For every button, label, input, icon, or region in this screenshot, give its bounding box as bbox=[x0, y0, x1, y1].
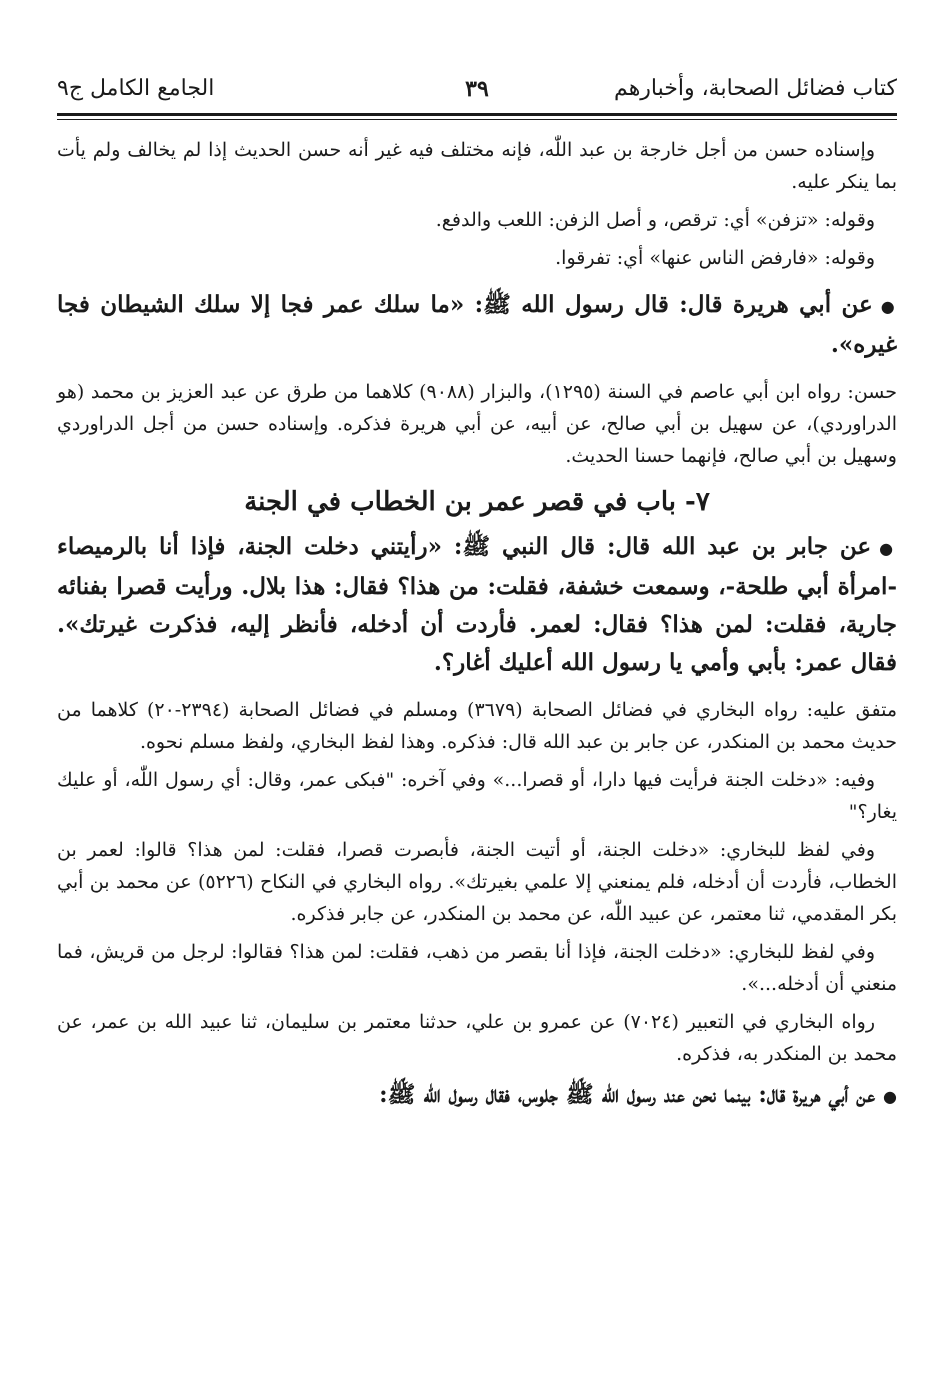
header-rule-thin bbox=[57, 119, 897, 120]
commentary-paragraph: رواه البخاري في التعبير (٧٠٢٤) عن عمرو بن علي، حدثنا معتمر بن سليمان، ثنا عبيد الله بن عمر، عن محمد بن المنكدر به، فذكره. bbox=[57, 1011, 897, 1065]
bullet-marker: ● bbox=[880, 297, 897, 316]
commentary-paragraph: وفي لفظ للبخاري: «دخلت الجنة، أو أتيت الجنة، فأبصرت قصرا، فقلت: لمن هذا؟ قالوا: لعمر بن الخطاب، فأردت أن أدخله، فلم يمنعني إلا علمي بغيرتك». رواه البخاري في النكاح (٥٢٢٦) عن محمد بن أبي بكر المقدمي، ثنا معتمر، عن عبيد اللّٰه، عن محمد بن المنكدر، عن جابر فذكره. bbox=[57, 839, 897, 925]
header-rule-thick bbox=[57, 113, 897, 116]
commentary-paragraph: وفي لفظ للبخاري: «دخلت الجنة، فإذا أنا بقصر من ذهب، فقلت: لمن هذا؟ فقالوا: لرجل من قريش، فما منعني أن أدخله...». bbox=[57, 941, 897, 995]
commentary-paragraph: وقوله: «تزفن» أي: ترقص، و أصل الزفن: اللعب والدفع. bbox=[435, 209, 875, 231]
header-volume-title: الجامع الكامل ج٩ bbox=[57, 76, 215, 101]
header-book-title: كتاب فضائل الصحابة، وأخبارهم bbox=[614, 76, 897, 101]
commentary-paragraph: وإسناده حسن من أجل خارجة بن عبد اللّٰه، فإنه مختلف فيه غير أنه حسن الحديث إذا لم يخالف ولم يأت بما ينكر عليه. bbox=[57, 139, 897, 193]
bullet-marker: ● bbox=[883, 1087, 897, 1106]
hadith-text: عن أبي هريرة قال: قال رسول الله ﷺ: «ما سلك عمر فجا إلا سلك الشيطان فجا غيره». bbox=[57, 291, 897, 358]
page-number: ٣٩ bbox=[465, 76, 489, 102]
hadith-text: عن جابر بن عبد الله قال: قال النبي ﷺ: «رأيتني دخلت الجنة، فإذا أنا بالرميصاء -امرأة أبي طلحة-، وسمعت خشفة، فقلت: من هذا؟ فقال: هذا بلال. ورأيت قصرا بفنائه جارية، فقلت: لمن هذا؟ فقال: لعمر. فأردت أن أدخله، فأنظر إليه، فذكرت غيرتك». فقال عمر: بأبي وأمي يا رسول الله أعليك أغار؟. bbox=[57, 533, 897, 676]
hadith-text: عن أبي هريرة قال: بينما نحن عند رسول الله ﷺ جلوس، فقال رسول الله ﷺ: bbox=[379, 1081, 876, 1108]
hadith-paragraph bbox=[57, 286, 897, 364]
takhrij-paragraph: حسن: رواه ابن أبي عاصم في السنة (١٢٩٥)، والبزار (٩٠٨٨) كلاهما من طرق عن عبد العزيز بن محمد (هو الدراوردي)، عن سهيل بن أبي صالح، عن أبيه، عن أبي هريرة فذكره. وإسناده حسن من أجل الدراوردي وسهيل بن أبي صالح، فإنهما حسنا الحديث. bbox=[57, 381, 897, 467]
hadith-paragraph bbox=[57, 528, 897, 682]
commentary-paragraph: وقوله: «فارفض الناس عنها» أي: تفرقوا. bbox=[555, 247, 875, 269]
running-header bbox=[57, 72, 897, 106]
page-body bbox=[57, 134, 897, 1116]
takhrij-paragraph: متفق عليه: رواه البخاري في فضائل الصحابة (٣٦٧٩) ومسلم في فضائل الصحابة (٢٣٩٤-٢٠) كلاهما من حديث محمد بن المنكدر، عن جابر بن عبد الله قال: فذكره. وهذا لفظ البخاري، ولفظ مسلم نحوه. bbox=[57, 699, 898, 753]
commentary-paragraph: وفيه: «دخلت الجنة فرأيت فيها دارا، أو قصرا...» وفي آخره: "فبكى عمر، وقال: أي رسول اللّٰه، أو عليك يغار؟" bbox=[57, 769, 897, 823]
chapter-heading: ٧- باب في قصر عمر بن الخطاب في الجنة bbox=[244, 487, 710, 517]
hadith-paragraph bbox=[57, 1076, 897, 1116]
bullet-marker: ● bbox=[879, 539, 898, 558]
